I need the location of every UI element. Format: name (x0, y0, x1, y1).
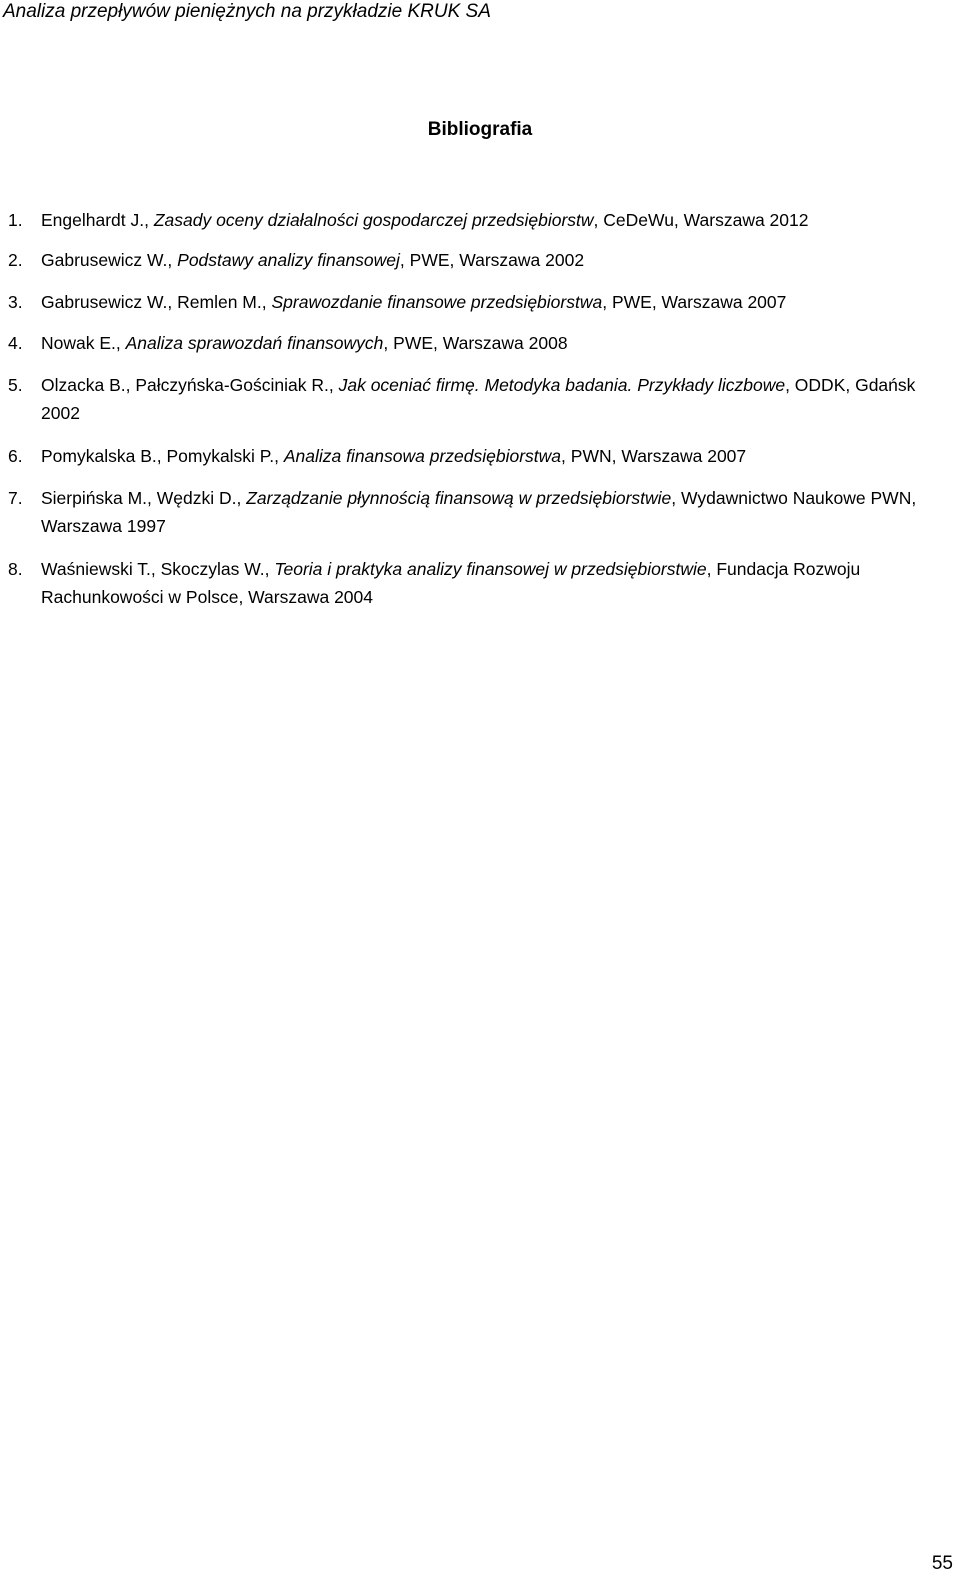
entry-text (41, 371, 956, 427)
entry-author: Pomykalska B., Pomykalski P., (41, 446, 284, 466)
entry-details: , Fundacja Rozwoju Rachunkowości w Polsce, Warszawa 2004 (41, 559, 861, 607)
entry-text (41, 246, 956, 274)
entry-title: Sprawozdanie finansowe przedsiębiorstwa (271, 292, 603, 312)
entry-number: 8. (8, 559, 23, 579)
entry-title: Zarządzanie płynnością finansową w przedsiębiorstwie (246, 488, 672, 508)
entry-number: 4. (8, 333, 23, 353)
page-number: 55 (931, 1553, 953, 1574)
entry-title: Podstawy analizy finansowej (177, 250, 400, 270)
entry-author: Gabrusewicz W., (41, 250, 178, 270)
entry-number: 6. (8, 446, 23, 466)
entry-details: , PWN, Warszawa 2007 (561, 446, 747, 466)
entry-number: 7. (8, 488, 23, 508)
entry-details: , Wydawnictwo Naukowe PWN, Warszawa 1997 (41, 488, 917, 536)
entry-number: 3. (8, 292, 23, 312)
entry-author: Olzacka B., Pałczyńska-Gościniak R., (41, 375, 339, 395)
entry-title: Teoria i praktyka analizy finansowej w przedsiębiorstwie (274, 559, 707, 579)
entry-details: , PWE, Warszawa 2002 (399, 250, 585, 270)
entry-number: 2. (8, 250, 23, 270)
entry-title: Zasady oceny działalności gospodarczej przedsiębiorstw (153, 210, 594, 230)
section-title: Bibliografia (427, 119, 533, 140)
entry-author: Nowak E., (41, 333, 126, 353)
entry-details: , CeDeWu, Warszawa 2012 (593, 210, 809, 230)
running-header: Analiza przepływów pieniężnych na przykładzie KRUK SA (3, 1, 491, 22)
entry-author: Engelhardt J., (41, 210, 154, 230)
entry-title: Analiza sprawozdań finansowych (125, 333, 384, 353)
entry-text (41, 329, 956, 357)
entry-number: 1. (8, 210, 23, 230)
entry-author: Sierpińska M., Wędzki D., (41, 488, 247, 508)
entry-number: 5. (8, 375, 23, 395)
entry-author: Gabrusewicz W., Remlen M., (41, 292, 272, 312)
entry-text (41, 555, 956, 611)
entry-author: Waśniewski T., Skoczylas W., (41, 559, 275, 579)
bibliography-list (0, 0, 960, 700)
entry-text (41, 206, 956, 234)
entry-text (41, 442, 956, 470)
entry-title: Analiza finansowa przedsiębiorstwa (283, 446, 562, 466)
entry-details: , ODDK, Gdańsk 2002 (41, 375, 916, 423)
entry-details: , PWE, Warszawa 2007 (602, 292, 787, 312)
entry-details: , PWE, Warszawa 2008 (383, 333, 568, 353)
entry-text (41, 288, 956, 316)
entry-text (41, 484, 956, 540)
entry-title: Jak oceniać firmę. Metodyka badania. Przykłady liczbowe (338, 375, 786, 395)
